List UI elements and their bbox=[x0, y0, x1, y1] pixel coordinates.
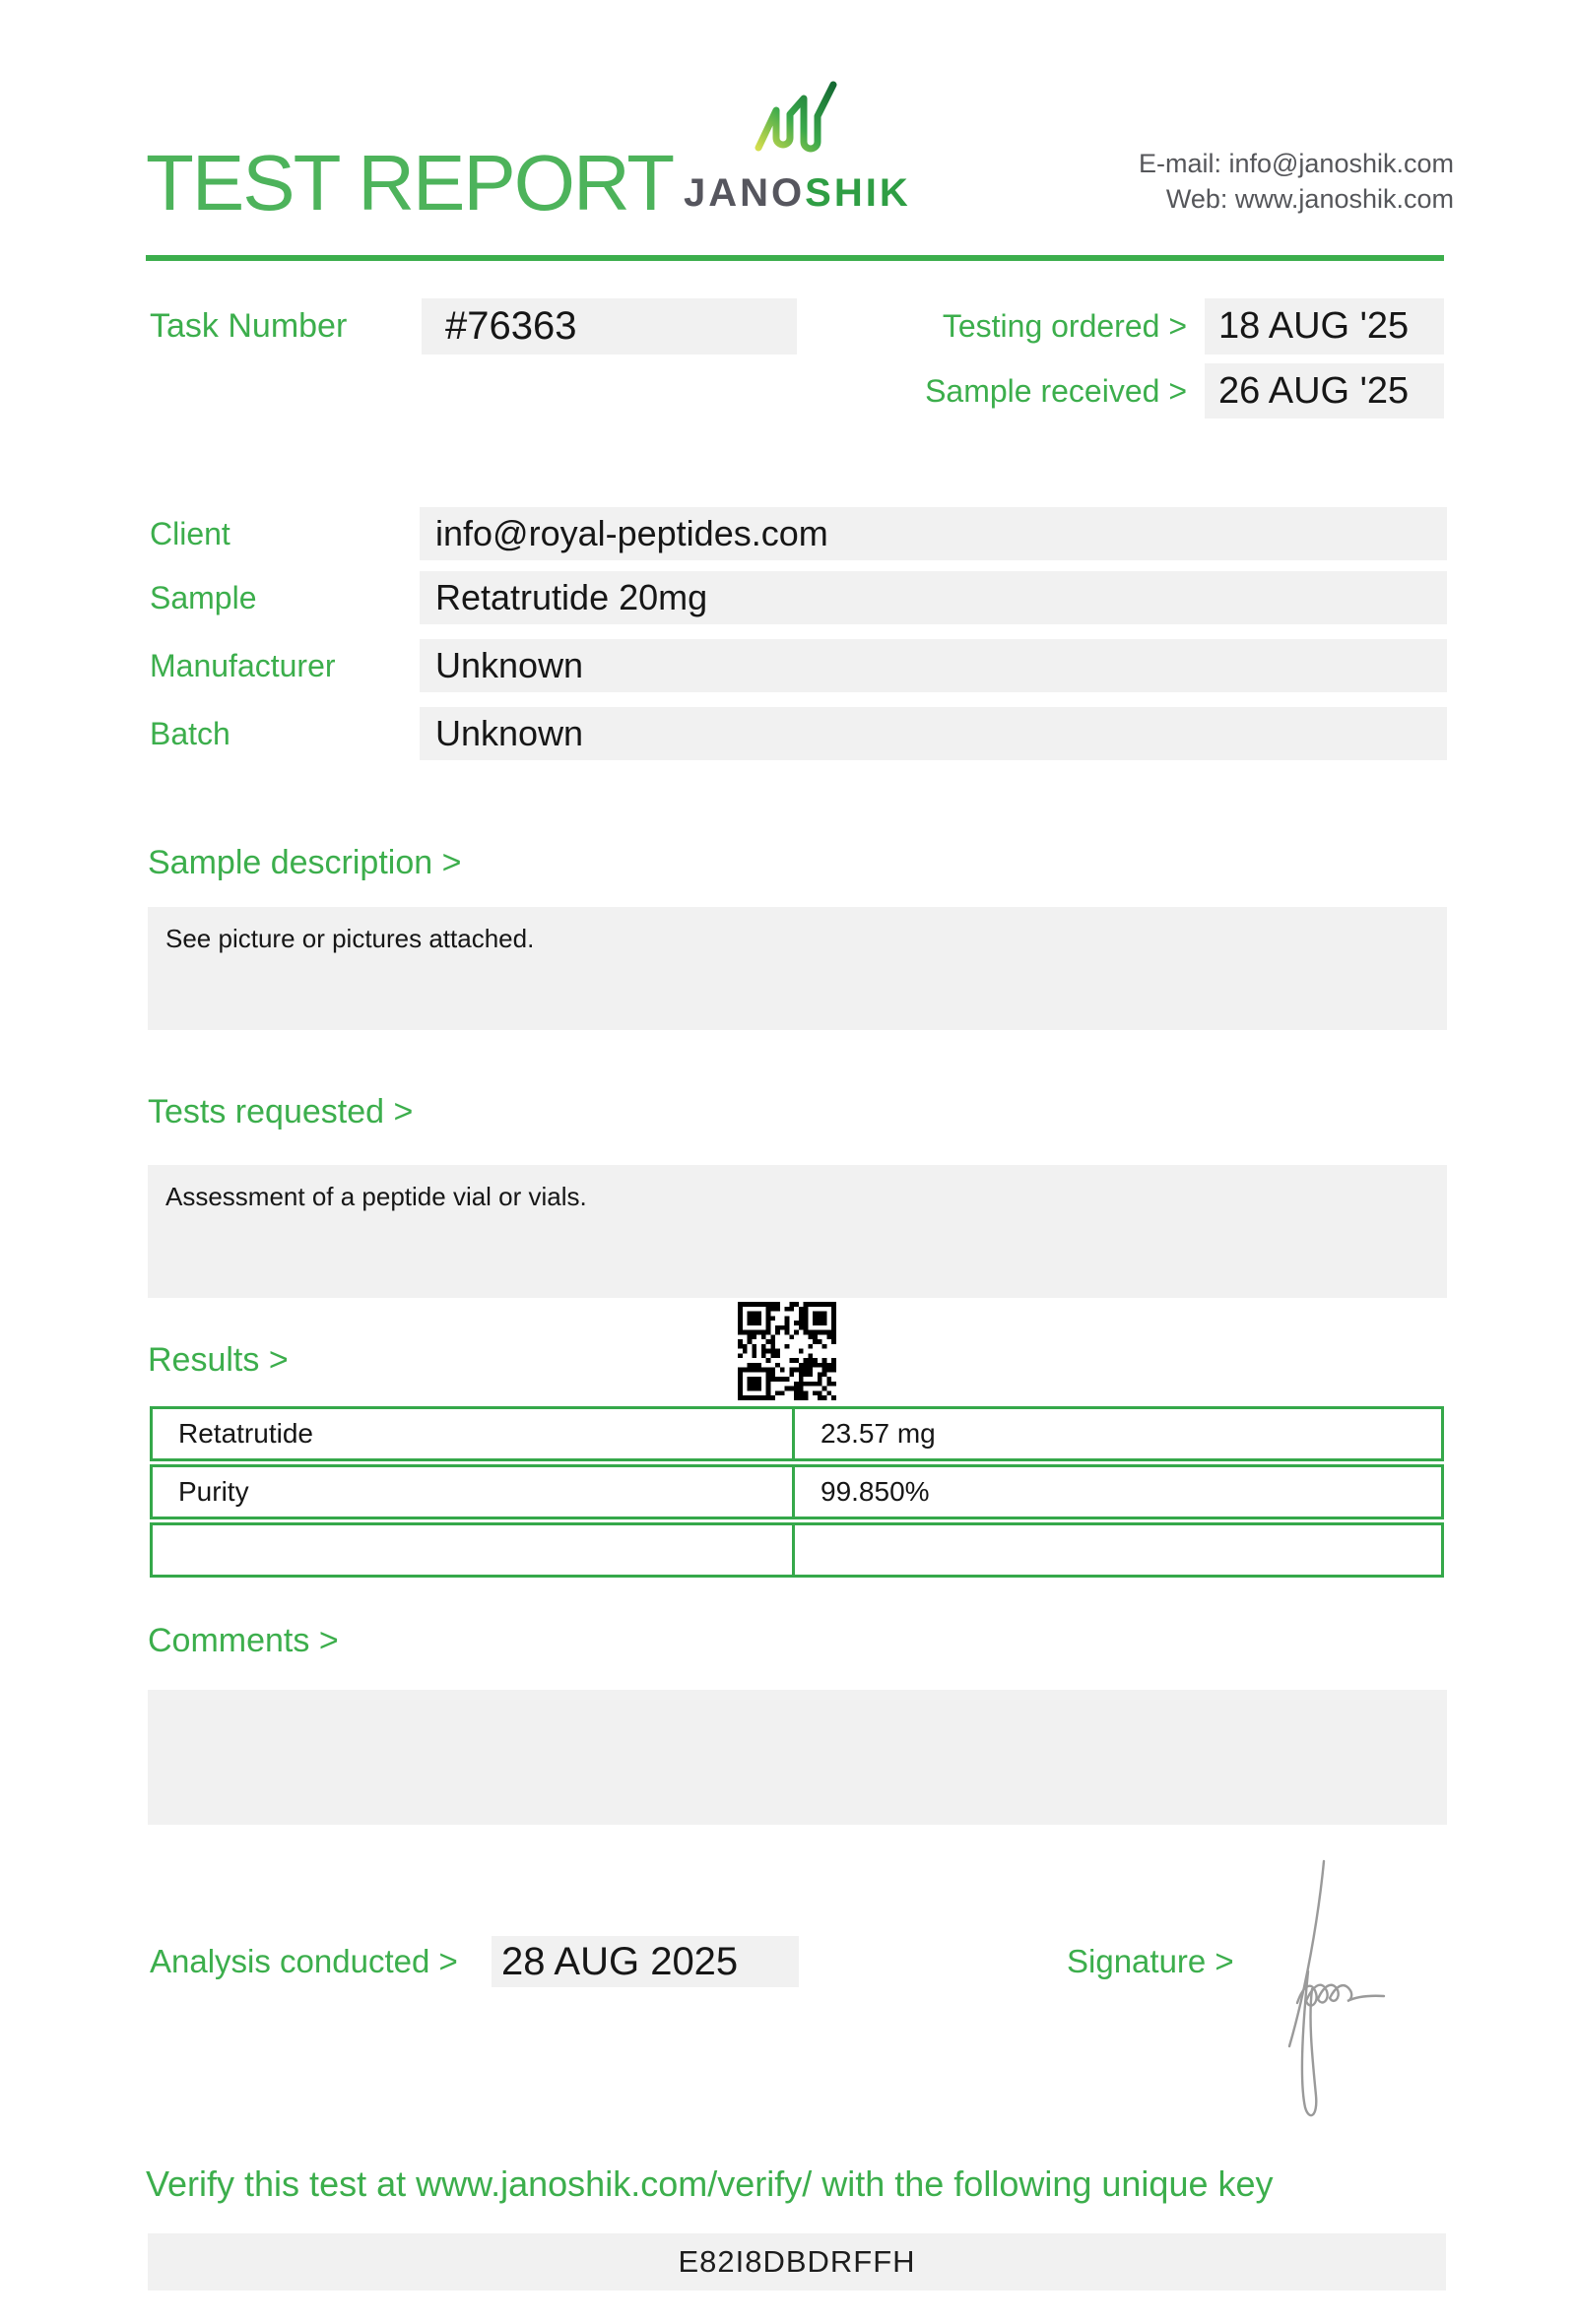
signature-label: Signature > bbox=[1067, 1943, 1234, 1979]
verify-instruction: Verify this test at www.janoshik.com/verify/ with the following unique key bbox=[146, 2163, 1274, 2204]
result-row bbox=[150, 1406, 1444, 1461]
testing-ordered-box bbox=[1205, 298, 1444, 355]
comments-text bbox=[148, 1690, 1447, 1706]
sample-value: Retatrutide 20mg bbox=[435, 577, 708, 617]
result-value-0: 23.57 mg bbox=[821, 1418, 936, 1449]
result-row bbox=[150, 1522, 1444, 1578]
client-label: Client bbox=[150, 516, 230, 551]
comments-heading: Comments > bbox=[148, 1622, 339, 1659]
tests-requested-text: Assessment of a peptide vial or vials. bbox=[165, 1182, 587, 1211]
sample-received-box bbox=[1205, 363, 1444, 419]
results-heading: Results > bbox=[148, 1341, 289, 1379]
result-name-0: Retatrutide bbox=[153, 1409, 795, 1458]
contact-web: Web: www.janoshik.com bbox=[1165, 184, 1454, 214]
result-value-2 bbox=[795, 1525, 1441, 1575]
sample-value-box bbox=[420, 571, 1447, 624]
header-divider bbox=[146, 255, 1444, 261]
sample-label: Sample bbox=[150, 580, 257, 615]
tests-requested-heading: Tests requested > bbox=[148, 1093, 414, 1130]
signature-scribble bbox=[1276, 1853, 1433, 2154]
client-value-box bbox=[420, 507, 1447, 560]
batch-value: Unknown bbox=[435, 713, 584, 753]
results-table bbox=[150, 1406, 1444, 1581]
analysis-date: 28 AUG 2025 bbox=[501, 1940, 739, 1983]
batch-value-box bbox=[420, 707, 1447, 760]
task-number-value: #76363 bbox=[445, 304, 577, 348]
manufacturer-value-box bbox=[420, 639, 1447, 692]
brand-wordmark bbox=[684, 171, 911, 215]
sample-received-label: Sample received > bbox=[925, 373, 1187, 409]
unique-key-box bbox=[148, 2233, 1446, 2291]
result-name-1: Purity bbox=[153, 1467, 795, 1517]
sample-description-heading: Sample description > bbox=[148, 844, 462, 881]
sample-description-box bbox=[148, 907, 1447, 1030]
task-number-box bbox=[422, 298, 797, 355]
task-number-label: Task Number bbox=[150, 307, 348, 345]
result-value-1: 99.850% bbox=[821, 1476, 930, 1507]
sample-description-text: See picture or pictures attached. bbox=[165, 924, 535, 953]
page-title: TEST REPORT bbox=[146, 139, 674, 226]
brand-word-dark: JANO bbox=[684, 171, 806, 215]
qr-code-icon bbox=[738, 1302, 836, 1400]
comments-box bbox=[148, 1690, 1447, 1825]
tests-requested-box bbox=[148, 1165, 1447, 1298]
manufacturer-value: Unknown bbox=[435, 645, 584, 685]
brand-word-accent: SHIK bbox=[805, 171, 911, 215]
client-value: info@royal-peptides.com bbox=[435, 513, 828, 553]
unique-key: E82I8DBDRFFH bbox=[678, 2244, 916, 2279]
result-row bbox=[150, 1464, 1444, 1519]
janoshik-logo-icon bbox=[747, 77, 845, 172]
batch-label: Batch bbox=[150, 716, 230, 751]
analysis-date-box bbox=[492, 1936, 799, 1987]
contact-email: E-mail: info@janoshik.com bbox=[1138, 149, 1454, 178]
contact-block bbox=[1139, 146, 1454, 217]
manufacturer-label: Manufacturer bbox=[150, 648, 336, 683]
result-name-2 bbox=[153, 1525, 795, 1575]
testing-ordered-date: 18 AUG '25 bbox=[1218, 305, 1410, 347]
testing-ordered-label: Testing ordered > bbox=[942, 308, 1187, 344]
analysis-conducted-label: Analysis conducted > bbox=[150, 1943, 458, 1979]
sample-received-date: 26 AUG '25 bbox=[1218, 370, 1410, 412]
